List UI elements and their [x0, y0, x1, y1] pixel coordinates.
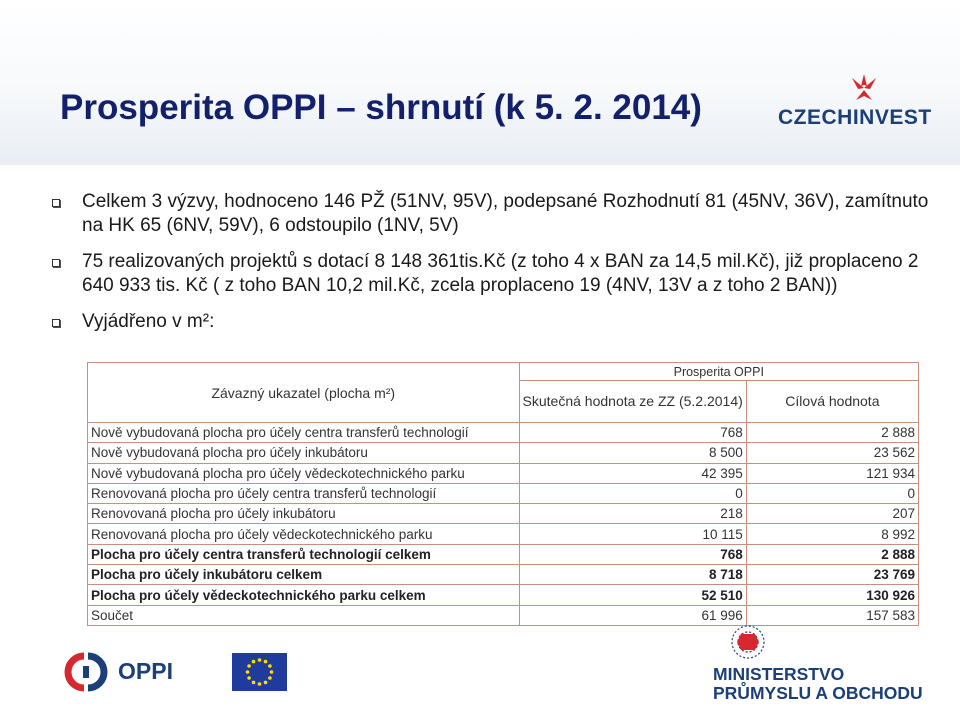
row-target-value: 0 — [746, 483, 918, 503]
header-actual: Skutečná hodnota ze ZZ (5.2.2014) — [519, 381, 746, 423]
bullet-item — [52, 310, 942, 334]
row-actual-value: 52 510 — [519, 585, 746, 605]
row-actual-value: 218 — [519, 504, 746, 524]
indicator-table — [87, 362, 919, 626]
row-target-value: 23 562 — [746, 443, 918, 463]
row-target-value: 121 934 — [746, 463, 918, 483]
ministry-logo — [713, 620, 923, 710]
row-actual-value: 10 115 — [519, 524, 746, 544]
square-bullet-icon — [52, 259, 60, 267]
ministry-line-1: MINISTERSTVO — [713, 664, 845, 684]
row-label: Renovovaná plocha pro účely centra transferů technologií — [88, 483, 520, 503]
row-label: Plocha pro účely vědeckotechnického parku celkem — [88, 585, 520, 605]
row-actual-value: 768 — [519, 423, 746, 443]
bullet-text: Vyjádřeno v m²: — [82, 311, 215, 332]
table-row — [88, 443, 919, 463]
table-row — [88, 565, 919, 585]
table-row — [88, 483, 919, 503]
eu-stars-icon — [232, 653, 287, 691]
eu-flag — [232, 653, 287, 691]
table-row — [88, 463, 919, 483]
row-target-value: 23 769 — [746, 565, 918, 585]
indicator-table-container — [87, 362, 919, 626]
row-target-value: 8 992 — [746, 524, 918, 544]
table-row — [88, 524, 919, 544]
row-actual-value: 8 500 — [519, 443, 746, 463]
row-target-value: 157 583 — [746, 605, 918, 625]
row-actual-value: 42 395 — [519, 463, 746, 483]
bullet-text: 75 realizovaných projektů s dotací 8 148 361tis.Kč (z toho 4 x BAN za 14,5 mil.Kč), již proplaceno 2 640 933 tis. Kč ( z toho BAN 10,2 mil.Kč, zcela proplaceno 19 (4NV, 13V a z toho 2 BAN)) — [82, 251, 919, 296]
footer — [0, 620, 960, 720]
ministry-emblem-icon — [713, 620, 783, 662]
table-row — [88, 423, 919, 443]
czechinvest-logo — [778, 72, 932, 129]
row-actual-value: 768 — [519, 544, 746, 564]
row-target-value: 207 — [746, 504, 918, 524]
row-label: Renovovaná plocha pro účely vědeckotechnického parku — [88, 524, 520, 544]
table-row — [88, 544, 919, 564]
row-target-value: 2 888 — [746, 544, 918, 564]
oppi-wordmark: OPPI — [118, 658, 173, 684]
czechinvest-star-icon — [846, 72, 882, 106]
row-label: Součet — [88, 605, 520, 625]
page-title: Prosperita OPPI – shrnutí (k 5. 2. 2014) — [60, 88, 702, 127]
header-indicator: Závazný ukazatel (plocha m²) — [88, 363, 520, 423]
oppi-logo — [64, 650, 184, 694]
row-label: Nově vybudovaná plocha pro účely centra transferů technologií — [88, 423, 520, 443]
row-target-value: 2 888 — [746, 423, 918, 443]
czechinvest-wordmark: CZECHINVEST — [778, 106, 932, 129]
row-actual-value: 61 996 — [519, 605, 746, 625]
header-group: Prosperita OPPI — [519, 363, 918, 381]
row-label: Plocha pro účely inkubátoru celkem — [88, 565, 520, 585]
square-bullet-icon — [52, 319, 60, 327]
row-actual-value: 8 718 — [519, 565, 746, 585]
bullet-item — [52, 250, 942, 298]
row-label: Nově vybudovaná plocha pro účely inkubátoru — [88, 443, 520, 463]
square-bullet-icon — [52, 199, 60, 207]
bullet-text: Celkem 3 výzvy, hodnoceno 146 PŽ (51NV, 95V), podepsané Rozhodnutí 81 (45NV, 36V), zamítnuto na HK 65 (6NV, 59V), 6 odstoupilo (1NV, 5V) — [82, 191, 929, 236]
table-header-row — [88, 363, 919, 381]
bullet-list — [52, 190, 942, 346]
row-label: Plocha pro účely centra transferů technologií celkem — [88, 544, 520, 564]
row-label: Nově vybudovaná plocha pro účely vědeckotechnického parku — [88, 463, 520, 483]
oppi-emblem-icon — [64, 652, 108, 692]
header-target: Cílová hodnota — [746, 381, 918, 423]
table-row — [88, 504, 919, 524]
ministry-line-2: PRŮMYSLU A OBCHODU — [713, 683, 923, 703]
row-label: Renovovaná plocha pro účely inkubátoru — [88, 504, 520, 524]
bullet-item — [52, 190, 942, 238]
row-actual-value: 0 — [519, 483, 746, 503]
table-row — [88, 585, 919, 605]
row-target-value: 130 926 — [746, 585, 918, 605]
